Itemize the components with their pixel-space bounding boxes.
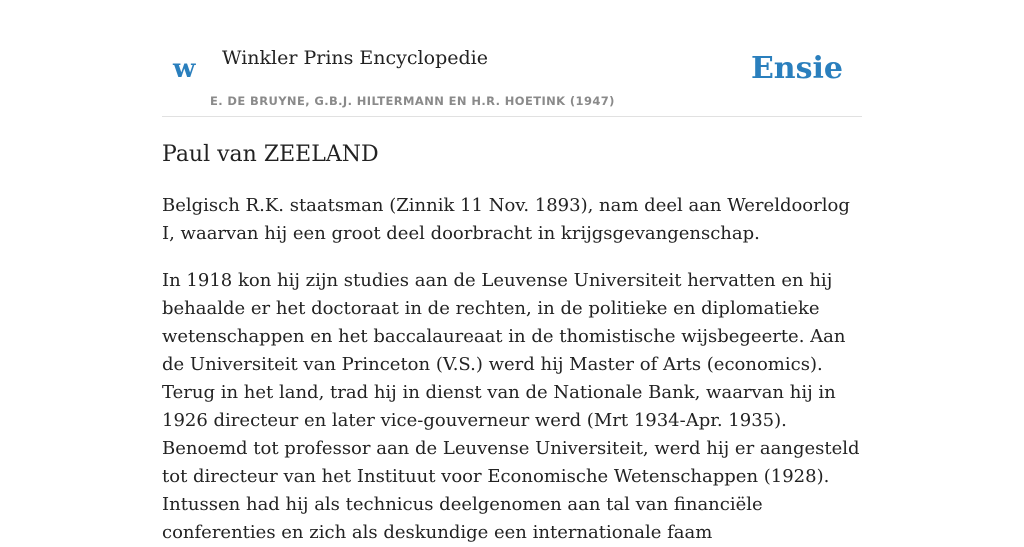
- article-paragraph: Belgisch R.K. staatsman (Zinnik 11 Nov. 1893), nam deel aan Wereldoorlog I, waarvan hij een groot deel doorbracht in krijgsgevangenschap.: [162, 195, 850, 244]
- authors-credit: E. DE BRUYNE, G.B.J. HILTERMANN EN H.R. HOETINK (1947): [210, 94, 615, 108]
- article-paragraph: In 1918 kon hij zijn studies aan de Leuvense Universiteit hervatten en hij behaalde er het doctoraat in de rechten, in de politieke en diplomatieke wetenschappen en het baccalaureaat in de thomistische wijsbegeerte. Aan de Universiteit van Princeton (V.S.) werd hij Master of Arts (economics). Terug in het land, trad hij in dienst van de Nationale Bank, waarvan hij in 1926 directeur en later vice-gouverneur werd (Mrt 1934-Apr. 1935). Benoemd tot professor aan de Leuvense Universiteit, werd hij er aangesteld tot directeur van het Instituut voor Economische Wetenschappen (1928). Intussen had hij als technicus deelgenomen aan tal van financiële conferenties en zich als deskundige een internationale faam: [162, 270, 860, 543]
- site-header: [162, 0, 862, 117]
- encyclopedia-logo-icon[interactable]: w: [173, 54, 196, 84]
- article-body: [162, 136, 862, 547]
- site-title[interactable]: Winkler Prins Encyclopedie: [222, 47, 488, 69]
- ensie-brand-link[interactable]: Ensie: [750, 51, 843, 86]
- page-title: Paul van ZEELAND: [162, 142, 379, 167]
